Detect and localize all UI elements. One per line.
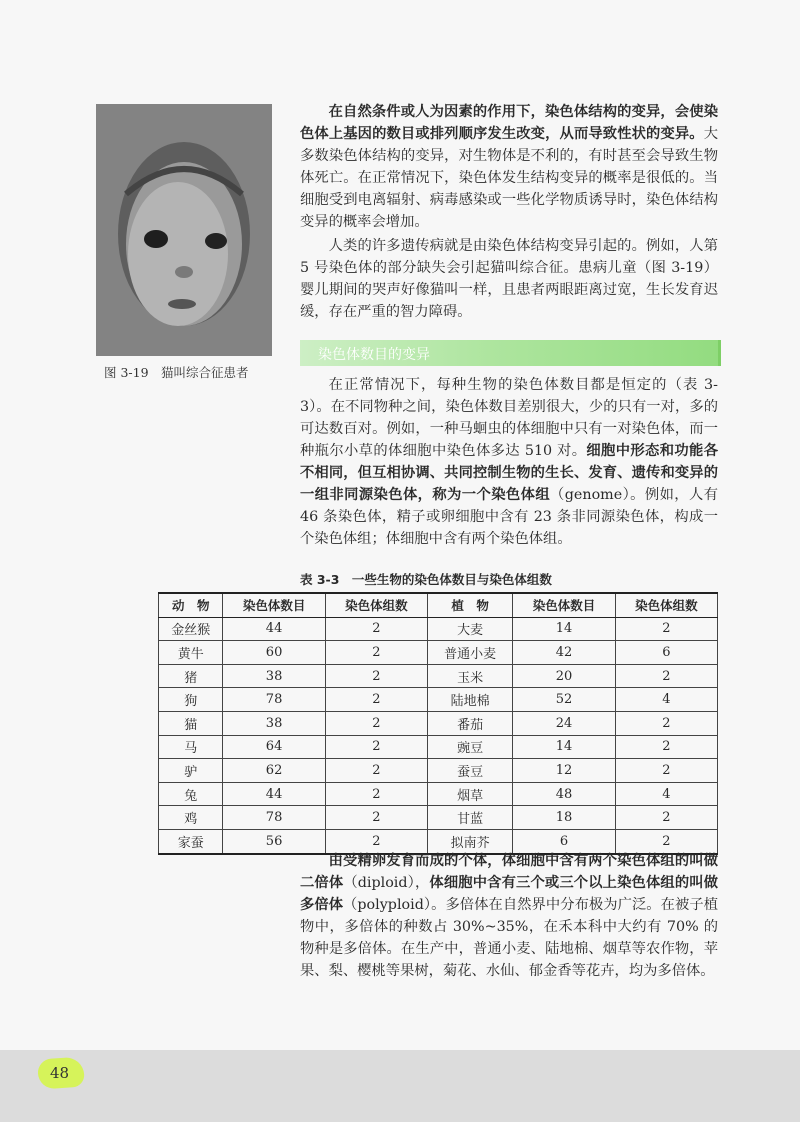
table-cell: 陆地棉 — [428, 688, 513, 712]
table-row — [159, 759, 718, 783]
patient-photo — [96, 104, 272, 356]
page-number: 48 — [50, 1064, 70, 1082]
table-header-row — [159, 593, 718, 617]
header-chromosome-count: 染色体数目 — [513, 593, 615, 617]
table-row — [159, 641, 718, 665]
table-row — [159, 782, 718, 806]
table-cell: 2 — [615, 664, 717, 688]
paragraph-text: （polyploid）。多倍体在自然界中分布极为广泛。在被子植物中，多倍体的种数占 30%~35%，在禾本科中大约有 70% 的物种是多倍体。在生产中，普通小麦、陆地棉、烟草等农作物，苹果、梨、樱桃等果树，菊花、水仙、郁金香等花卉，均为多倍体。 — [300, 897, 718, 979]
table-cell: 2 — [325, 782, 427, 806]
table-cell: 猫 — [159, 711, 223, 735]
definition-chromosome-set: 细胞中形态和功能各不相同，但互相协调、共同控制生物的生长、发育、遗传和变异的一组非同源染色体，称为一个染色体组 — [300, 443, 718, 503]
paragraph-text: （diploid）， — [343, 875, 430, 891]
table-cell: 2 — [325, 735, 427, 759]
table-cell: 番茄 — [428, 711, 513, 735]
table-cell: 2 — [615, 735, 717, 759]
definition-polyploid: 体细胞中含有三个或三个以上染色体组的叫做多倍体 — [300, 875, 719, 913]
table-cell: 蚕豆 — [428, 759, 513, 783]
header-set-count: 染色体组数 — [615, 593, 717, 617]
table-cell: 2 — [325, 688, 427, 712]
table-cell: 52 — [513, 688, 615, 712]
section-header-bar — [300, 340, 721, 366]
table-cell: 2 — [325, 759, 427, 783]
table-cell: 6 — [513, 829, 615, 853]
table-cell: 12 — [513, 759, 615, 783]
header-chromosome-count: 染色体数目 — [223, 593, 325, 617]
table-cell: 38 — [223, 664, 325, 688]
table-cell: 豌豆 — [428, 735, 513, 759]
table-cell: 拟南芥 — [428, 829, 513, 853]
paragraph-chromosome-number — [300, 374, 718, 550]
table-cell: 甘蓝 — [428, 806, 513, 830]
table-cell: 家蚕 — [159, 829, 223, 853]
table-cell: 大麦 — [428, 617, 513, 641]
table-cell: 4 — [615, 688, 717, 712]
paragraph-text: （genome）。例如，人有 46 条染色体，精子或卵细胞中含有 23 条非同源染色体，构成一个染色体组；体细胞中含有两个染色体组。 — [300, 487, 719, 547]
table-row — [159, 735, 718, 759]
header-animal: 动 物 — [159, 593, 223, 617]
table-cell: 18 — [513, 806, 615, 830]
table-cell: 2 — [325, 641, 427, 665]
table-cell: 56 — [223, 829, 325, 853]
figure-caption: 图 3-19 猫叫综合征患者 — [104, 365, 249, 380]
table-cell: 狗 — [159, 688, 223, 712]
table-cell: 48 — [513, 782, 615, 806]
table-cell: 2 — [325, 664, 427, 688]
table-cell: 62 — [223, 759, 325, 783]
table-row — [159, 617, 718, 641]
table-title: 表 3-3 一些生物的染色体数目与染色体组数 — [300, 572, 552, 587]
table-cell: 普通小麦 — [428, 641, 513, 665]
table-cell: 鸡 — [159, 806, 223, 830]
chromosome-table — [158, 592, 718, 855]
table-row — [159, 806, 718, 830]
table-cell: 14 — [513, 735, 615, 759]
table-cell: 44 — [223, 617, 325, 641]
table-cell: 玉米 — [428, 664, 513, 688]
header-set-count: 染色体组数 — [325, 593, 427, 617]
table-row — [159, 688, 718, 712]
table-cell: 2 — [615, 617, 717, 641]
table-cell: 60 — [223, 641, 325, 665]
table-cell: 14 — [513, 617, 615, 641]
page-footer-band — [0, 1050, 800, 1122]
table-cell: 黄牛 — [159, 641, 223, 665]
paragraph-structural-variation — [300, 101, 718, 323]
table-cell: 42 — [513, 641, 615, 665]
table-row — [159, 711, 718, 735]
table-cell: 24 — [513, 711, 615, 735]
table-cell: 2 — [325, 711, 427, 735]
header-plant: 植 物 — [428, 593, 513, 617]
table-cell: 2 — [325, 829, 427, 853]
table-cell: 78 — [223, 688, 325, 712]
key-statement: 在自然条件或人为因素的作用下，染色体结构的变异，会使染色体上基因的数目或排列顺序发生改变，从而导致性状的变异。 — [300, 104, 718, 142]
table-cell: 兔 — [159, 782, 223, 806]
table-cell: 2 — [325, 617, 427, 641]
table-cell: 64 — [223, 735, 325, 759]
table-cell: 38 — [223, 711, 325, 735]
table-cell: 6 — [615, 641, 717, 665]
table-cell: 2 — [325, 806, 427, 830]
paragraph-disease: 人类的许多遗传病就是由染色体结构变异引起的。例如，人第 5 号染色体的部分缺失会引起猫叫综合征。患病儿童（图 3-19）婴儿期间的哭声好像猫叫一样，且患者两眼距离过宽，生长发育迟缓，存在严重的智力障碍。 — [300, 238, 718, 320]
paragraph-text: 大多数染色体结构的变异，对生物体是不利的，有时甚至会导致生物体死亡。在正常情况下，染色体发生结构变异的概率是很低的。当细胞受到电离辐射、病毒感染或一些化学物质诱导时，染色体结构变异的概率会增加。 — [300, 126, 718, 230]
table-cell: 金丝猴 — [159, 617, 223, 641]
section-title: 染色体数目的变异 — [318, 347, 430, 363]
table-cell: 2 — [615, 711, 717, 735]
table-row — [159, 664, 718, 688]
definition-diploid: 由受精卵发育而成的个体，体细胞中含有两个染色体组的叫做二倍体 — [300, 853, 718, 891]
table-cell: 4 — [615, 782, 717, 806]
table-cell: 猪 — [159, 664, 223, 688]
table-cell: 20 — [513, 664, 615, 688]
infant-face-illustration — [96, 104, 272, 356]
table-cell: 78 — [223, 806, 325, 830]
table-cell: 2 — [615, 806, 717, 830]
table-cell: 马 — [159, 735, 223, 759]
table-cell: 44 — [223, 782, 325, 806]
table-cell: 2 — [615, 759, 717, 783]
paragraph-ploidy — [300, 850, 718, 982]
table-cell: 驴 — [159, 759, 223, 783]
table-cell: 2 — [615, 829, 717, 853]
paragraph-text: 在正常情况下，每种生物的染色体数目都是恒定的（表 3-3）。在不同物种之间，染色体数目差别很大，少的只有一对，多的可达数百对。例如，一种马蛔虫的体细胞中只有一对染色体，而一种瓶尔小草的体细胞中染色体多达 510 对。 — [300, 377, 718, 459]
table-cell: 烟草 — [428, 782, 513, 806]
